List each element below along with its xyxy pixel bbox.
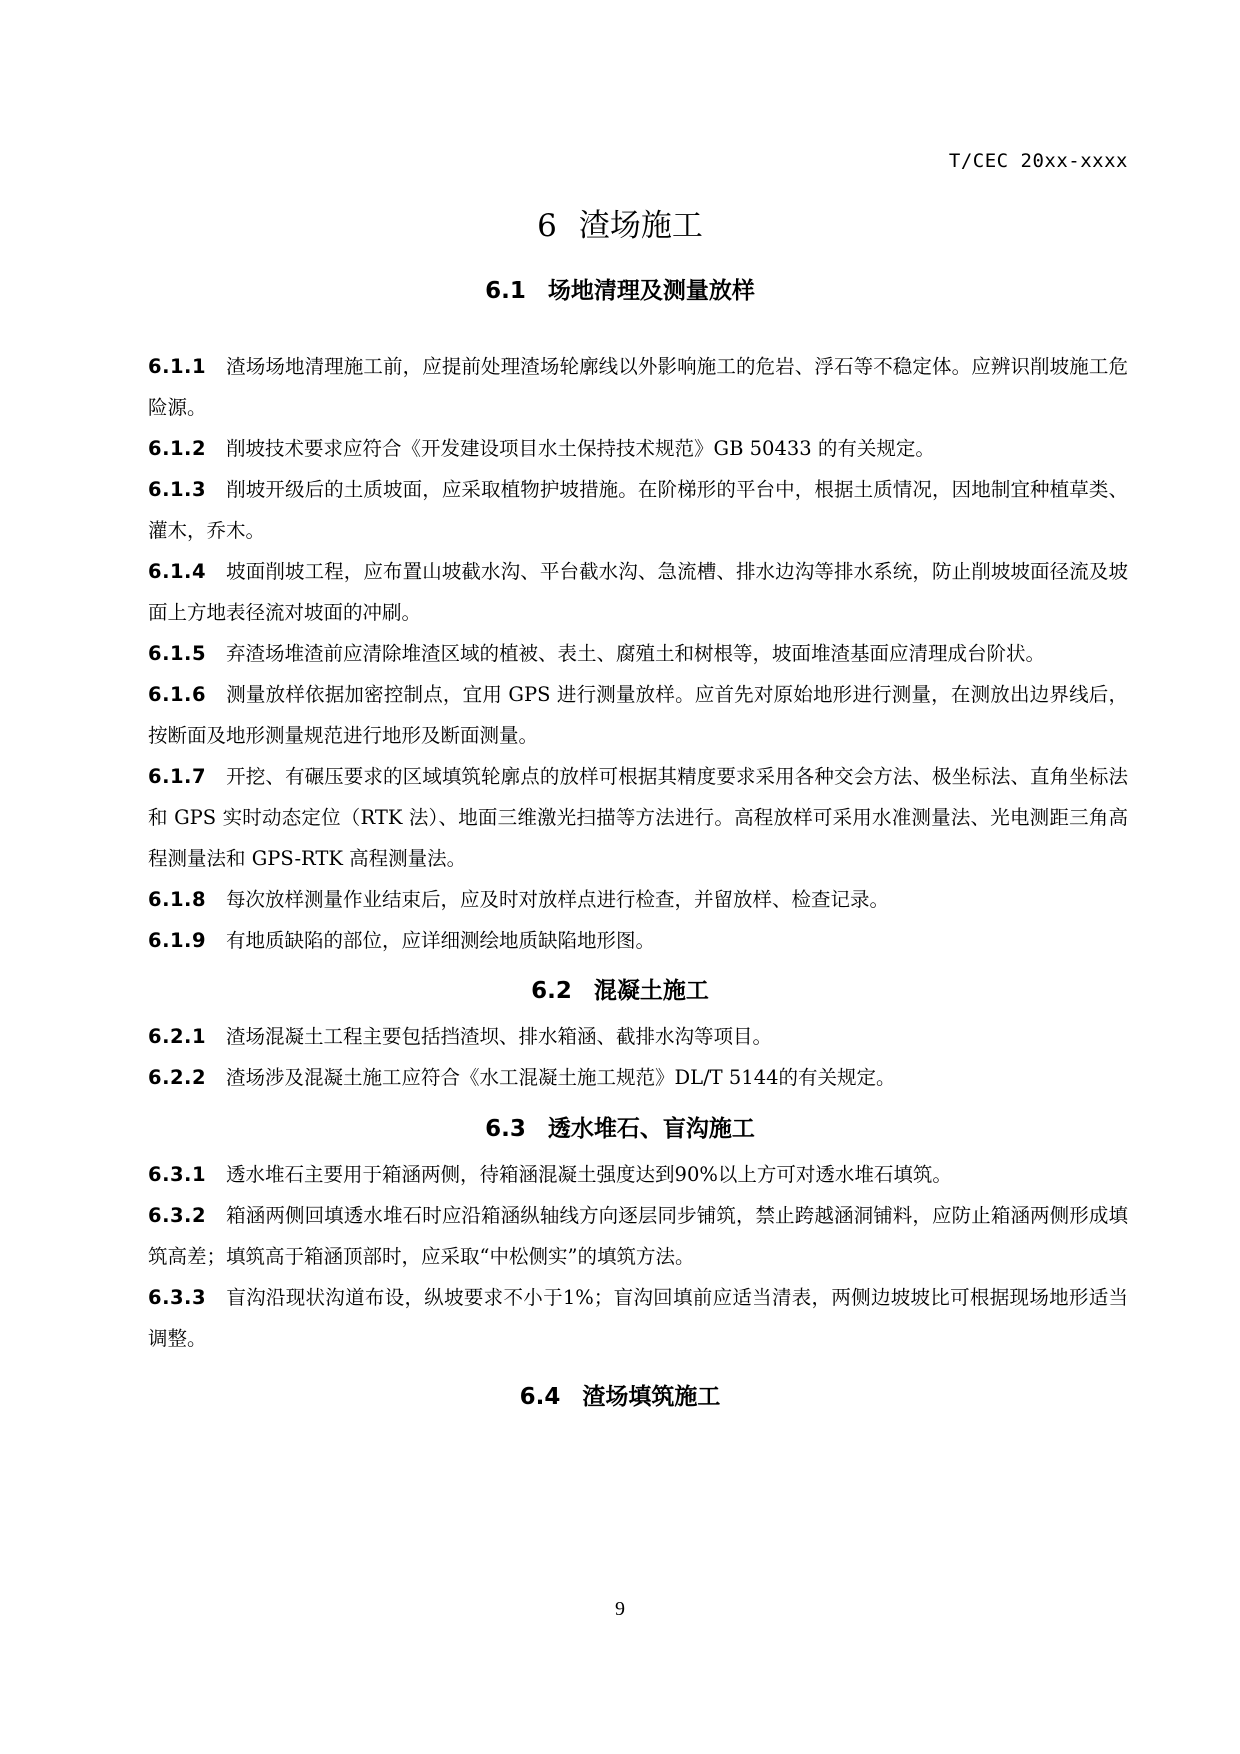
clause-6-1-7 [148, 756, 1128, 879]
page-number: 9 [615, 1598, 625, 1620]
clause-number: 6.1.7 [148, 765, 207, 788]
clause-text: 每次放样测量作业结束后，应及时对放样点进行检查，并留放样、检查记录。 [226, 888, 890, 911]
section-title-text: 渣场填筑施工 [582, 1384, 721, 1410]
clause-6-1-3 [148, 469, 1128, 551]
clause-text: 测量放样依据加密控制点，宜用 GPS 进行测量放样。应首先对原始地形进行测量，在测放出边界线后，按断面及地形测量规范进行地形及断面测量。 [148, 683, 1128, 747]
clause-6-1-1 [148, 346, 1128, 428]
clause-text: 弃渣场堆渣前应清除堆渣区域的植被、表土、腐殖土和树根等，坡面堆渣基面应清理成台阶状。 [226, 642, 1046, 665]
clause-number: 6.1.2 [148, 437, 207, 460]
clause-text: 削坡开级后的土质坡面，应采取植物护坡措施。在阶梯形的平台中，根据土质情况，因地制宜种植草类、灌木，乔木。 [148, 478, 1128, 542]
clause-6-3-2 [148, 1195, 1128, 1277]
section-number: 6.4 [519, 1384, 561, 1410]
clause-number: 6.1.4 [148, 560, 207, 583]
clause-number: 6.3.2 [148, 1204, 207, 1227]
section-number: 6.1 [485, 278, 526, 304]
section-title-text: 透水堆石、盲沟施工 [547, 1116, 755, 1142]
chapter-title-text: 渣场施工 [578, 208, 703, 244]
clause-text: 渣场场地清理施工前，应提前处理渣场轮廓线以外影响施工的危岩、浮石等不稳定体。应辨识削坡施工危险源。 [148, 355, 1128, 419]
clause-6-2-2 [148, 1057, 1128, 1098]
clause-number: 6.1.1 [148, 355, 207, 378]
clause-text: 开挖、有碾压要求的区域填筑轮廓点的放样可根据其精度要求采用各种交会方法、极坐标法、直角坐标法和 GPS 实时动态定位（RTK 法）、地面三维激光扫描等方法进行。高程放样可采用水准测量法、光电测距三角高程测量法和 GPS-RTK 高程测量法。 [148, 765, 1128, 870]
clause-text: 渣场涉及混凝土施工应符合《水工混凝土施工规范》DL/T 5144的有关规定。 [226, 1066, 896, 1089]
section-number: 6.3 [485, 1116, 526, 1142]
section-title-6-2 [0, 972, 1240, 1005]
clause-text: 箱涵两侧回填透水堆石时应沿箱涵纵轴线方向逐层同步铺筑，禁止跨越涵洞铺料，应防止箱涵两侧形成填筑高差；填筑高于箱涵顶部时，应采取“中松侧实”的填筑方法。 [148, 1204, 1128, 1268]
section-title-6-1 [0, 272, 1240, 305]
clause-text: 透水堆石主要用于箱涵两侧，待箱涵混凝土强度达到90%以上方可对透水堆石填筑。 [226, 1163, 952, 1186]
clause-6-3-1 [148, 1154, 1128, 1195]
clause-number: 6.1.8 [148, 888, 207, 911]
clause-number: 6.3.1 [148, 1163, 207, 1186]
clause-number: 6.1.6 [148, 683, 207, 706]
clause-6-1-5 [148, 633, 1128, 674]
clause-text: 坡面削坡工程，应布置山坡截水沟、平台截水沟、急流槽、排水边沟等排水系统，防止削坡坡面径流及坡面上方地表径流对坡面的冲刷。 [148, 560, 1128, 624]
clause-number: 6.3.3 [148, 1286, 207, 1309]
section-title-text: 混凝土施工 [593, 978, 709, 1004]
section-number: 6.2 [531, 978, 572, 1004]
clause-number: 6.2.1 [148, 1025, 207, 1048]
clause-text: 盲沟沿现状沟道布设，纵坡要求不小于1%；盲沟回填前应适当清表，两侧边坡坡比可根据现场地形适当调整。 [148, 1286, 1128, 1350]
clause-text: 渣场混凝土工程主要包括挡渣坝、排水箱涵、截排水沟等项目。 [226, 1025, 773, 1048]
clause-text: 有地质缺陷的部位，应详细测绘地质缺陷地形图。 [226, 929, 656, 952]
clause-number: 6.1.3 [148, 478, 207, 501]
clause-6-1-4 [148, 551, 1128, 633]
clause-6-1-6 [148, 674, 1128, 756]
clause-text: 削坡技术要求应符合《开发建设项目水土保持技术规范》GB 50433 的有关规定。 [226, 437, 935, 460]
clause-6-3-3 [148, 1277, 1128, 1359]
chapter-title [0, 200, 1240, 245]
clause-number: 6.1.5 [148, 642, 207, 665]
section-title-6-4 [0, 1378, 1240, 1411]
section-title-6-3 [0, 1110, 1240, 1143]
chapter-number: 6 [537, 208, 557, 244]
clause-6-1-8 [148, 879, 1128, 920]
clause-number: 6.1.9 [148, 929, 207, 952]
clause-number: 6.2.2 [148, 1066, 207, 1089]
clause-6-1-2 [148, 428, 1128, 469]
standard-code: T/CEC 20xx-xxxx [948, 150, 1128, 172]
clause-6-2-1 [148, 1016, 1128, 1057]
section-title-text: 场地清理及测量放样 [547, 278, 755, 304]
clause-6-1-9 [148, 920, 1128, 961]
